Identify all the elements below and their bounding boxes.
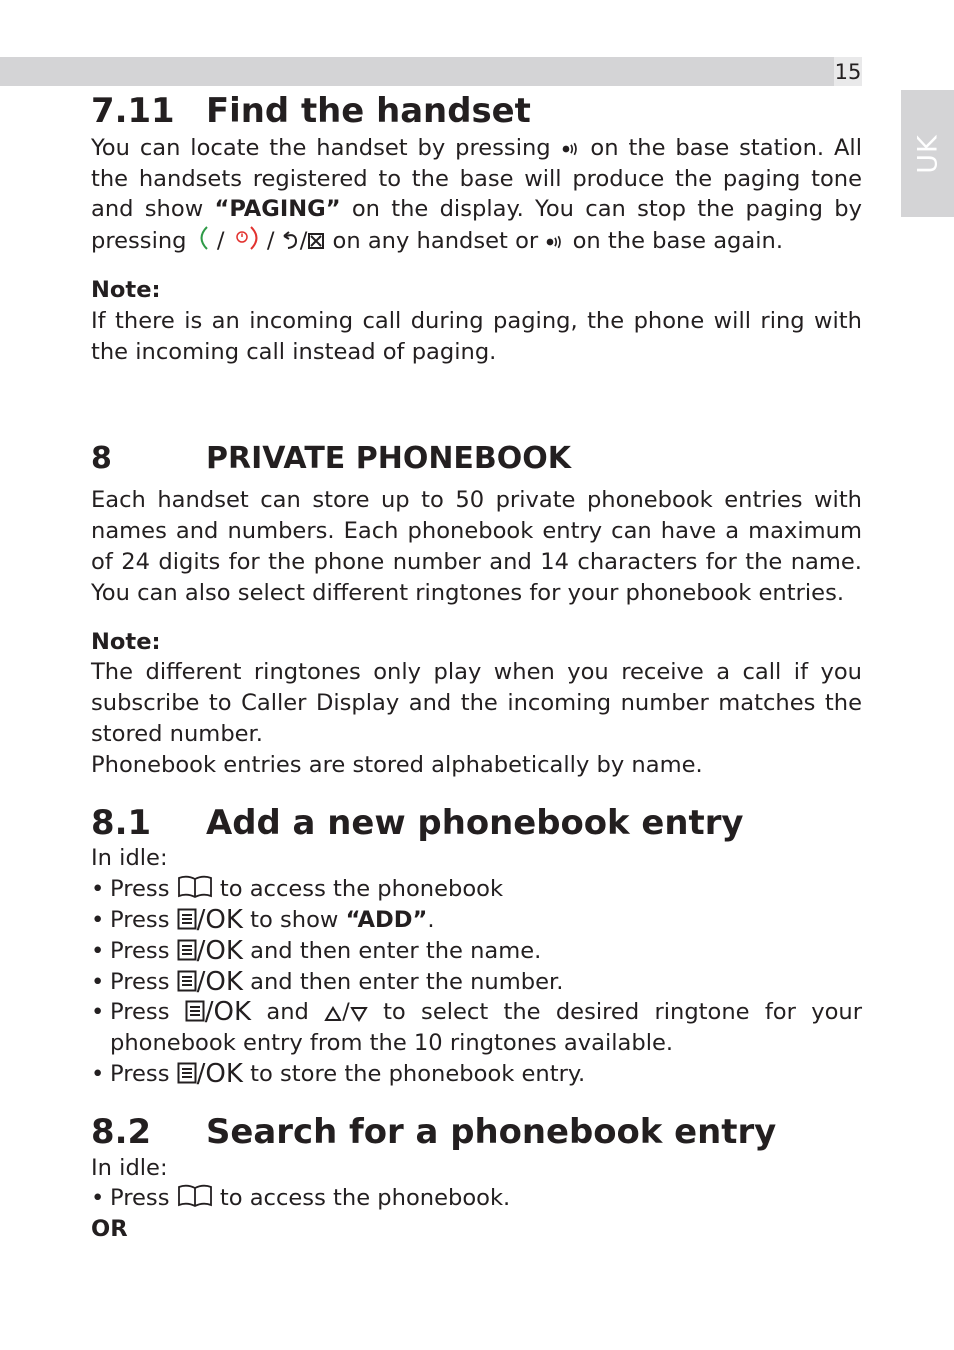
paging-icon (545, 233, 565, 251)
note-label: Note: (91, 276, 161, 303)
ok-key-text: /OK (196, 935, 243, 966)
list-item: • Press to access the phonebook. (91, 1185, 511, 1212)
menu-icon (177, 970, 197, 992)
ok-key-text: /OK (196, 1058, 243, 1089)
ok-key-text: /OK (196, 966, 243, 997)
section-number: 8.2 (91, 1111, 152, 1151)
item-text: to show (250, 906, 339, 933)
page-number: 15 (834, 57, 862, 86)
delete-icon (307, 231, 325, 251)
note-text: If there is an incoming call during paging, the phone will ring with the incoming call instead of paging. (91, 307, 862, 365)
press-text: Press (110, 1185, 170, 1212)
item-text: and then enter the number. (250, 968, 564, 995)
paragraph-text: on the base station. All the handsets registered to the base will produce the paging tone and show (91, 134, 862, 223)
menu-icon (177, 908, 197, 930)
language-tab-label: UK (912, 133, 943, 174)
paragraph-text: on any handset or (332, 228, 539, 255)
item-text: to store the phonebook entry. (250, 1060, 586, 1087)
list-item: • Press to access the phonebook (91, 876, 504, 903)
paging-icon (561, 140, 581, 158)
paragraph-text: on the display. You can stop the paging by pressing (91, 196, 863, 255)
phonebook-icon (177, 1184, 213, 1208)
press-text: Press (110, 937, 170, 964)
in-idle-label: In idle: (91, 845, 168, 872)
item-text: . (427, 906, 435, 933)
or-label: OR (91, 1216, 128, 1243)
menu-icon (177, 1062, 197, 1084)
section-title: Search for a phonebook entry (206, 1111, 777, 1151)
paragraph-text: You can locate the handset by pressing (91, 134, 551, 161)
menu-icon (177, 939, 197, 961)
paging-label: “PAGING” (214, 196, 341, 223)
language-tab (901, 90, 954, 217)
down-icon (350, 1006, 368, 1022)
find-handset-paragraph: You can locate the handset by pressing on the base station. All the handsets registered to the base will produce the paging tone and show “PAGING” on the display. You can stop the paging by pressing / / / on any handset or on the base again. (91, 134, 863, 255)
talk-icon (194, 225, 210, 251)
list-item: • Press /OK to show “ADD”. (91, 904, 435, 935)
item-text: to select the desired ringtone for your phonebook entry from the 10 ringtones available. (110, 999, 863, 1057)
section-heading-7-11 (91, 91, 862, 130)
press-text: Press (110, 906, 170, 933)
section-title: Add a new phonebook entry (206, 802, 744, 842)
list-item: • Press /OK and then enter the number. (91, 966, 564, 997)
chapter-title: PRIVATE PHONEBOOK (206, 441, 572, 477)
ok-key-text: /OK (196, 904, 243, 935)
note-text: Phonebook entries are stored alphabetically by name. (91, 751, 703, 778)
add-label: “ADD” (345, 906, 428, 933)
note-label: Note: (91, 628, 161, 655)
header-bar (0, 57, 834, 86)
press-text: Press (110, 1060, 170, 1087)
phonebook-icon (177, 875, 213, 899)
item-text: to access the phonebook (219, 876, 504, 903)
note-text: The different ringtones only play when you receive a call if you subscribe to Caller Display and the incoming number matches the stored number. (91, 659, 862, 747)
end-call-icon (232, 225, 260, 251)
press-text: Press (110, 999, 170, 1026)
section-number: 8.1 (91, 802, 152, 842)
chapter-heading-8 (91, 441, 862, 477)
phonebook-intro: Each handset can store up to 50 private phonebook entries with names and numbers. Each phonebook entry can have a maximum of 24 digits for the phone number and 14 characters for the name. You can also select different ringtones for your phonebook entries. (91, 487, 862, 606)
section-title: Find the handset (206, 91, 531, 130)
chapter-number: 8 (91, 441, 112, 477)
list-item: • Press /OK and / to select the desired ringtone for your phonebook entry from the 10 ringtones available. (91, 997, 863, 1057)
back-icon (282, 229, 300, 251)
section-heading-8-1 (91, 802, 862, 842)
menu-icon (185, 1000, 205, 1022)
section-number: 7.11 (91, 91, 175, 130)
section-heading-8-2 (91, 1111, 862, 1151)
list-item: • Press /OK and then enter the name. (91, 935, 542, 966)
press-text: Press (110, 968, 170, 995)
page-content (91, 91, 863, 1245)
in-idle-label: In idle: (91, 1154, 168, 1181)
list-item: • Press /OK to store the phonebook entry. (91, 1058, 586, 1089)
item-text: and then enter the name. (250, 937, 542, 964)
item-text: and (266, 999, 309, 1026)
ok-key-text: /OK (204, 997, 252, 1028)
up-icon (324, 1006, 342, 1022)
item-text: to access the phonebook. (219, 1185, 511, 1212)
press-text: Press (110, 876, 170, 903)
paragraph-text: on the base again. (572, 228, 784, 255)
